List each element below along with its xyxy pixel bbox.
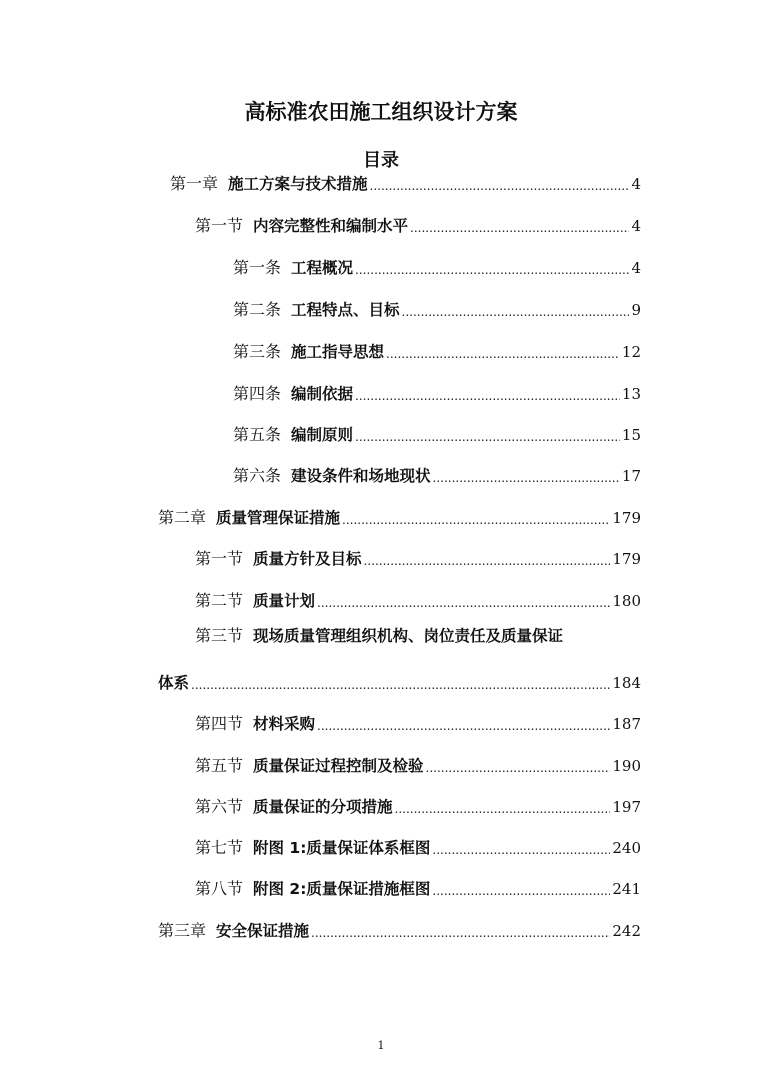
toc-entry-page: 4: [631, 217, 641, 235]
toc-entry-text: 施工方案与技术措施: [228, 175, 368, 193]
toc-entry-text: 质量方针及目标: [253, 550, 362, 568]
toc-leader-dots: [364, 553, 611, 569]
toc-entry[interactable]: [195, 834, 641, 858]
toc-leader-dots: [386, 346, 620, 362]
toc-entry-number: 第七节: [195, 838, 244, 857]
toc-entry-page: 15: [621, 426, 641, 444]
toc-leader-dots: [317, 718, 610, 734]
toc-entry-text: 现场质量管理组织机构、岗位责任及质量保证: [253, 627, 564, 645]
toc-entry-text: 附图 1:质量保证体系框图: [253, 839, 431, 857]
toc-entry[interactable]: [158, 504, 641, 528]
toc-entry-number: 第一条: [233, 258, 282, 277]
toc-leader-dots: [402, 304, 630, 320]
toc-entry-page: 242: [612, 922, 641, 940]
toc-leader-dots: [370, 178, 630, 194]
toc-entry-number: 第四节: [195, 714, 244, 733]
toc-entry-number: 第二节: [195, 591, 244, 610]
toc-leader-dots: [433, 470, 620, 486]
toc-entry-text-continued: 体系: [158, 674, 190, 692]
toc-entry-number: 第二章: [158, 508, 207, 527]
toc-entry-page: 240: [612, 839, 641, 857]
toc-entry-number: 第一章: [170, 174, 219, 193]
toc-leader-dots: [355, 388, 620, 404]
toc-entry-number: 第八节: [195, 879, 244, 898]
toc-entry-page: 9: [631, 301, 641, 319]
toc-entry[interactable]: [233, 421, 641, 445]
toc-entry-page: 184: [612, 674, 641, 692]
toc-entry-page: 13: [621, 385, 641, 403]
toc-entry[interactable]: [195, 710, 641, 734]
toc-entry-page: 4: [631, 259, 641, 277]
toc-leader-dots: [342, 512, 610, 528]
toc-entry-text: 建设条件和场地现状: [291, 467, 431, 485]
toc-entry-number: 第一节: [195, 216, 244, 235]
toc-entry-page: 179: [612, 550, 641, 568]
toc-entry[interactable]: [195, 793, 641, 817]
toc-entry[interactable]: [233, 462, 641, 486]
toc-entry-text: 质量管理保证措施: [216, 509, 341, 527]
toc-entry-text: 质量保证的分项措施: [253, 798, 393, 816]
toc-entry[interactable]: [195, 545, 641, 569]
toc-entry-text: 工程概况: [291, 259, 354, 277]
toc-entry-text: 施工指导思想: [291, 343, 385, 361]
toc-leader-dots: [432, 883, 610, 899]
toc-entry-text: 材料采购: [253, 715, 316, 733]
toc-leader-dots: [317, 595, 610, 611]
toc-entry-page: 4: [631, 175, 641, 193]
toc-entry-text: 编制原则: [291, 426, 354, 444]
toc-entry-wrapped[interactable]: [195, 624, 563, 648]
toc-entry[interactable]: [233, 296, 641, 320]
document-title: 高标准农田施工组织设计方案: [244, 100, 518, 124]
toc-heading: 目录: [363, 150, 399, 171]
toc-leader-dots: [311, 925, 610, 941]
toc-entry[interactable]: [233, 380, 641, 404]
toc-entry-number: 第六条: [233, 466, 282, 485]
toc-entry-number: 第三条: [233, 342, 282, 361]
toc-entry-number: 第六节: [195, 797, 244, 816]
toc-entry-continuation[interactable]: [158, 669, 641, 693]
toc-entry-number: 第五节: [195, 756, 244, 775]
toc-entry-text: 内容完整性和编制水平: [253, 217, 409, 235]
page-number: 1: [377, 1039, 385, 1052]
toc-leader-dots: [191, 677, 610, 693]
toc-entry[interactable]: [195, 212, 641, 236]
toc-leader-dots: [426, 760, 611, 776]
toc-entry-page: 179: [612, 509, 641, 527]
toc-entry-text: 安全保证措施: [216, 922, 310, 940]
toc-leader-dots: [410, 220, 629, 236]
toc-entry-number: 第一节: [195, 549, 244, 568]
toc-entry[interactable]: [233, 338, 641, 362]
toc-leader-dots: [355, 429, 620, 445]
toc-entry[interactable]: [195, 875, 641, 899]
toc-entry-text: 质量计划: [253, 592, 316, 610]
toc-entry[interactable]: [195, 587, 641, 611]
toc-entry-page: 197: [612, 798, 641, 816]
toc-entry-page: 180: [612, 592, 641, 610]
toc-entry-text: 附图 2:质量保证措施框图: [253, 880, 431, 898]
toc-entry-number: 第五条: [233, 425, 282, 444]
toc-leader-dots: [432, 842, 610, 858]
toc-entry[interactable]: [158, 917, 641, 941]
toc-entry-page: 187: [612, 715, 641, 733]
toc-entry-page: 241: [612, 880, 641, 898]
toc-entry-text: 质量保证过程控制及检验: [253, 757, 424, 775]
toc-entry-page: 12: [621, 343, 641, 361]
toc-entry[interactable]: [195, 752, 641, 776]
toc-entry[interactable]: [233, 254, 641, 278]
toc-leader-dots: [355, 262, 629, 278]
toc-entry-text: 编制依据: [291, 385, 354, 403]
toc-entry-text: 工程特点、目标: [291, 301, 400, 319]
toc-entry-number: 第三节: [195, 626, 244, 645]
toc-entry-page: 17: [621, 467, 641, 485]
toc-entry-number: 第二条: [233, 300, 282, 319]
toc-leader-dots: [395, 801, 611, 817]
toc-entry-number: 第三章: [158, 921, 207, 940]
toc-entry[interactable]: [170, 170, 641, 194]
toc-entry-number: 第四条: [233, 384, 282, 403]
toc-entry-page: 190: [612, 757, 641, 775]
